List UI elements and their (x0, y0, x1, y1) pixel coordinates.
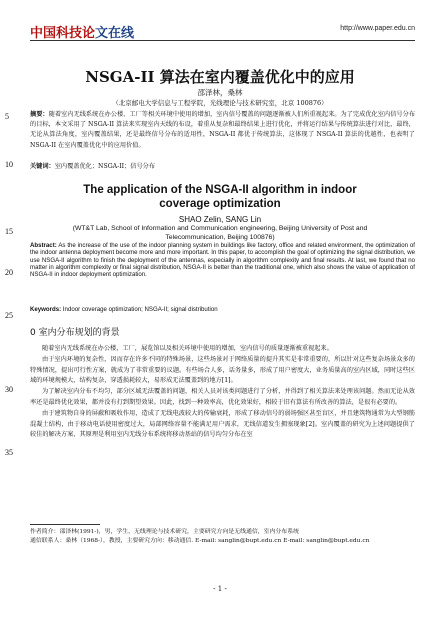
authors-en: SHAO Zelin, SANG Lin (178, 215, 262, 224)
body-paragraph-1: 随着室内无线系统在办公楼，工厂，展览馆以及相关环境中使用的增加，室内信号的质量逐渐被重视起来。 (42, 345, 333, 352)
keywords-label-cn: 关键词： (30, 163, 55, 170)
affiliation-en: (WT&T Lab, School of Information and Communication engineering, Beijing University of Post and Telecommunication, Beijing 100876) (72, 225, 368, 241)
abstract-text-cn: 随着室内无线系统在办公楼、工厂等相关环境中使用的增加，室内信号覆盖的问题逐渐被人们所重视起来。为了完成优化室内信号分布的目标，本文采用了 NSGA-II 算法来实现室内天线的布设，着重从复杂和最终结果上进行优化，并将运行结果与传统算法进行对比，最终，无论从算法角度，室内覆盖结果，还是最终信号分布的适用性，NSGA-II 都优于传统算法，这体现了 NSGA-II 算法的优越性，也表明了 NSGA-II 在室内覆盖优化中的应用价值。 (30, 111, 416, 149)
header-url[interactable]: http://www.paper.edu.cn (340, 25, 415, 32)
affiliation-cn: （北京邮电大学信息与工程学院，光线理论与技术研究室，北京 100876） (112, 99, 328, 107)
logo-sub-text: 文在线 (95, 26, 135, 41)
line-number-25: 25 (5, 311, 13, 320)
line-number-20: 20 (5, 268, 13, 277)
abstract-label-en: Abstract: (30, 242, 57, 249)
body-paragraph-3: 为了解决室内分布不均匀，部分区域无法覆盖的问题，相关人员对该类问题进行了分析，并得到了相关算法来处理该问题。然而无论从效率还是最终优化效果，都并没有打到期望效果。因此，找到一种效率高，优化效果好，相较于旧有算法有所改善的算法，是很有必要的。 (30, 388, 415, 406)
keywords-cn (30, 161, 415, 170)
site-logo[interactable] (30, 22, 134, 41)
body-paragraph-2: 由于室内环境的复杂性，因而存在许多不同的特殊场景，这些场景对于网络质量的提升其实是非常重要的，所以针对这些复杂场景众多的特殊情况，提出可行性方案，就成为了非常重要的议题。有些场合人多，话务量多，形成了用户密度大，业务质量高的室内区域，同时这些区域的环境规模大，结构复杂，穿透损耗较大，易形成无法覆盖到的地方[1]。 (30, 355, 415, 385)
abstract-label-cn: 摘要： (30, 111, 49, 118)
footnote-contact: 通信联系人：桑林（1968-），教授，主要研究方向：移动通信. E-mail: sanglin@bupt.edu.cn E-mail: sanglin@bupt.edu.cn (30, 537, 370, 544)
section-heading: 0 室内分布规划的背景 (30, 328, 120, 338)
body-text (30, 344, 415, 441)
keywords-en (30, 306, 415, 313)
page-header (30, 22, 415, 41)
line-number-35: 35 (5, 448, 13, 457)
line-number-15: 15 (5, 227, 13, 236)
title-en: The application of the NSGA-II algorithm in indoor coverage optimization (83, 184, 357, 210)
title-cn: NSGA-II 算法在室内覆盖优化中的应用 (85, 68, 355, 86)
footnote-rule (30, 524, 100, 525)
body-paragraph-4: 由于建筑物自身的屏蔽和吸收作用，造成了无线电波较大的传输衰耗，形成了移动信号的弱场强区甚至盲区，并且建筑物通常为大型钢筋混凝土结构，由于移动电话使用密度过大，局部网络容量不能满足用户需求，无线信道发生拥塞现象[2]。室内覆盖的研究为上述问题提供了较佳的解决方案，其原理是利用室内无线分布系统将移动基站的信号均匀分布在室 (30, 409, 415, 439)
keywords-text-cn: 室内覆盖优化；NSGA-II；信号分布 (54, 163, 156, 170)
footnote-author-bio: 作者简介：邵泽林(1991-)，男，学生，无线理论与技术研究，主要研究方向是无线通信，室内分布系统 (30, 529, 299, 535)
abstract-cn (30, 110, 415, 151)
footnote (30, 528, 415, 545)
authors-cn: 邵泽林，桑林 (197, 88, 243, 97)
keywords-label-en: Keywords: (30, 306, 62, 313)
abstract-en (30, 242, 415, 278)
logo-main-text: 中国科技论 (30, 26, 96, 41)
line-number-10: 10 (5, 160, 13, 169)
keywords-text-en: Indoor coverage optimization; NSGA-II; signal distribution (62, 306, 218, 313)
abstract-text-en: As the increase of the use of the indoor planning system in buildings like factory, office and related environment, the optimization of the indoor antenna deployment become more and more important. In this paper, to accomplish the goal of optimizing the signal distribution, we use NSGA-II algorithm to finish the deployment of the antennas, especially in algorithm complexity and final results. At last, we found that no matter in algorithm complexity or final signal distribution, NSGA-II is better than the traditional one, which also shows the value of application of NSGA-II in indoor deployment optimization. (30, 242, 415, 279)
header-rule (30, 40, 415, 41)
page-number: - 1 - (213, 585, 227, 593)
line-number-30: 30 (5, 385, 13, 394)
line-number-5: 5 (5, 112, 9, 121)
